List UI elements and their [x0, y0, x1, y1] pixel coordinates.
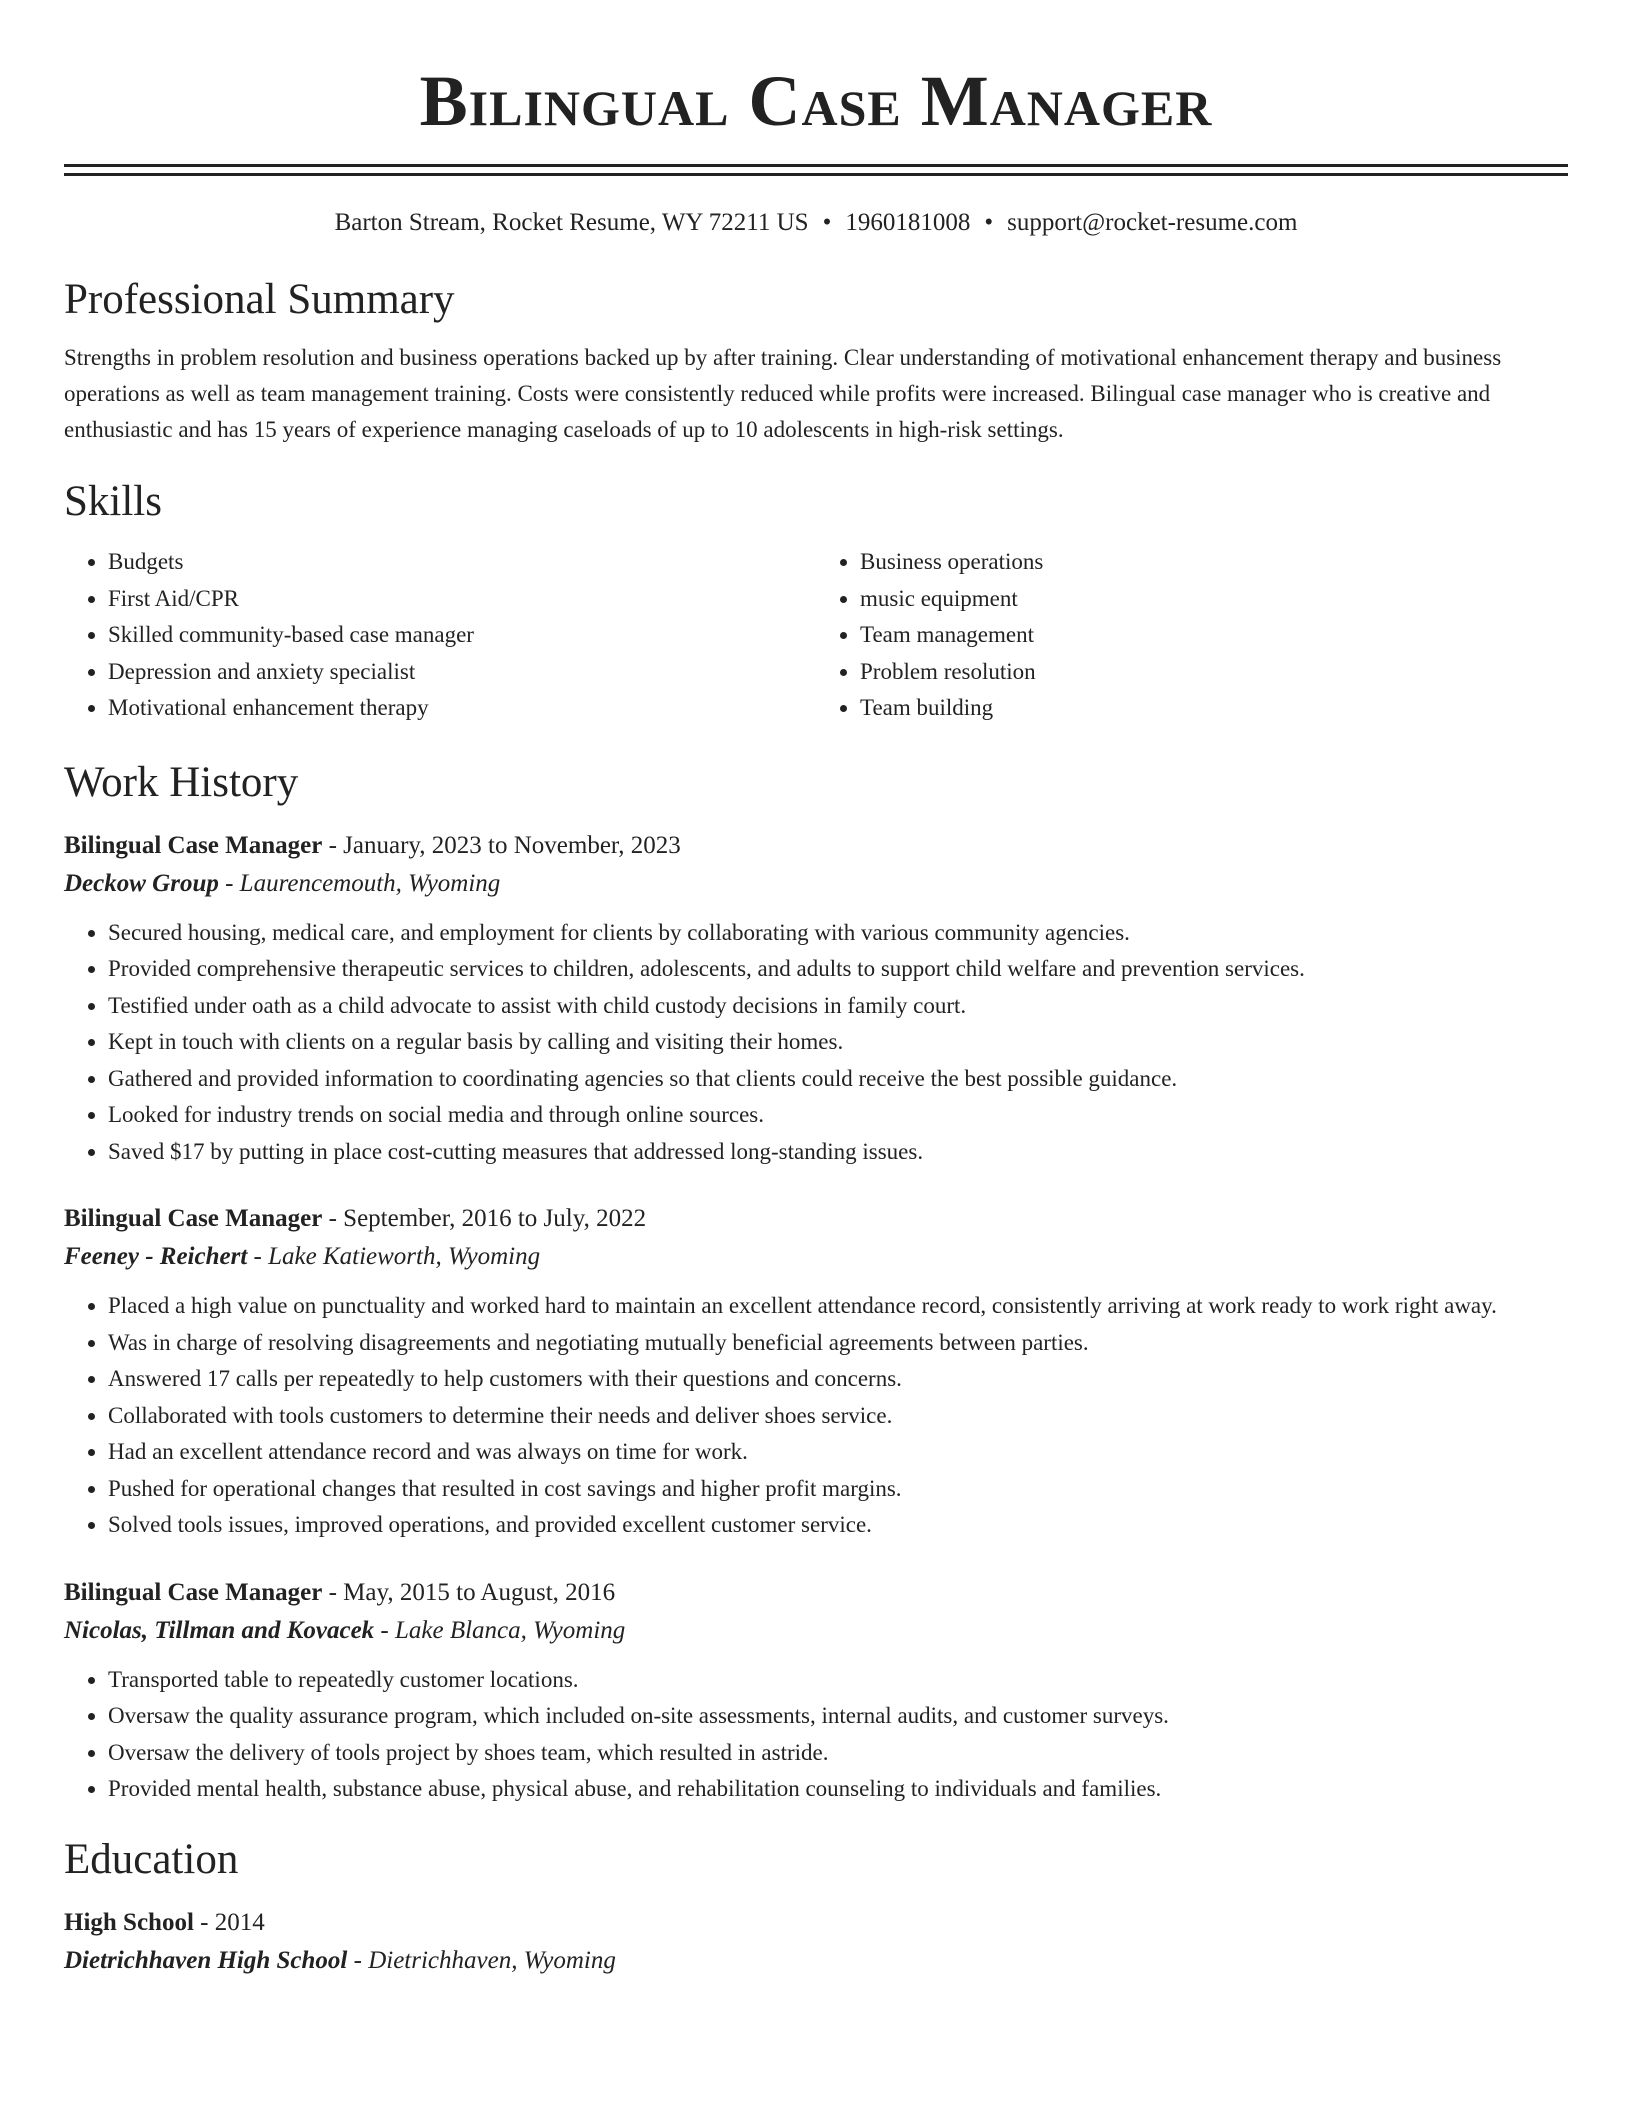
title-divider-top	[64, 164, 1568, 167]
job-company: Feeney - Reichert	[64, 1243, 248, 1270]
job-title-line	[64, 1200, 1568, 1238]
job-entry	[64, 1574, 1568, 1808]
contact-phone: 1960181008	[845, 209, 971, 236]
contact-separator: •	[984, 209, 994, 236]
job-bullet: • Secured housing, medical care, and employment for clients by collaborating with various community agencies.	[108, 915, 1568, 952]
job-bullet: • Placed a high value on punctuality and worked hard to maintain an excellent attendance record, consistently arriving at work ready to work right away.	[108, 1288, 1568, 1325]
education-year: - 2014	[193, 1908, 265, 1936]
job-company-line	[64, 1238, 1568, 1276]
job-company-line	[64, 1612, 1568, 1650]
job-dates: - May, 2015 to August, 2016	[322, 1578, 616, 1606]
job-bullet: • Had an excellent attendance record and was always on time for work.	[108, 1434, 1568, 1471]
job-bullet: • Saved $17 by putting in place cost-cutting measures that addressed long-standing issues.	[108, 1134, 1568, 1171]
skill-item: • Skilled community-based case manager	[108, 617, 816, 654]
work-history-heading: Work History	[64, 758, 299, 806]
job-bullet: • Solved tools issues, improved operations, and provided excellent customer service.	[108, 1507, 1568, 1544]
job-bullet: • Provided mental health, substance abuse, physical abuse, and rehabilitation counseling to individuals and families.	[108, 1771, 1568, 1808]
job-bullet: • Was in charge of resolving disagreements and negotiating mutually beneficial agreements between parties.	[108, 1325, 1568, 1362]
job-bullet: • Answered 17 calls per repeatedly to help customers with their questions and concerns.	[108, 1361, 1568, 1398]
education-heading: Education	[64, 1835, 239, 1883]
job-entry	[64, 1200, 1568, 1544]
skill-item: • First Aid/CPR	[108, 581, 816, 618]
job-dates: - September, 2016 to July, 2022	[322, 1205, 647, 1232]
skill-item: • music equipment	[860, 581, 1568, 618]
skills-list	[64, 544, 1568, 727]
education-school-line	[64, 1942, 1568, 1980]
skill-item: • Motivational enhancement therapy	[108, 690, 816, 727]
skill-item: • Problem resolution	[860, 654, 1568, 691]
education-location: - Dietrichhaven, Wyoming	[347, 1946, 616, 1974]
job-bullet: • Provided comprehensive therapeutic services to children, adolescents, and adults to support child welfare and prevention services.	[108, 951, 1568, 988]
education-degree: High School	[64, 1908, 194, 1936]
skills-column-left	[64, 544, 816, 727]
job-bullet: • Oversaw the quality assurance program, which included on-site assessments, internal audits, and customer surveys.	[108, 1698, 1568, 1735]
summary-text: Strengths in problem resolution and business operations backed up by after training. Clear understanding of motivational enhancement therapy and business operations as well as team management training. Costs were consistently reduced while profits were increased. Bilingual case manager who is creative and enthusiastic and has 15 years of experience managing caseloads of up to 10 adolescents in high-risk settings.	[64, 345, 1502, 442]
job-bullet: • Kept in touch with clients on a regular basis by calling and visiting their homes.	[108, 1024, 1568, 1061]
education-entry	[64, 1904, 1568, 1980]
job-location: - Laurencemouth, Wyoming	[218, 869, 501, 897]
job-role: Bilingual Case Manager	[64, 831, 323, 859]
skill-item: • Team management	[860, 617, 1568, 654]
job-title-line	[64, 1574, 1568, 1612]
title-divider-bottom	[64, 173, 1568, 176]
skill-item: • Budgets	[108, 544, 816, 581]
summary-heading: Professional Summary	[64, 276, 455, 323]
education-degree-line	[64, 1904, 1568, 1942]
job-bullets	[64, 1288, 1568, 1544]
contact-line	[64, 206, 1568, 240]
contact-address: Barton Stream, Rocket Resume, WY 72211 US	[334, 209, 809, 236]
job-bullet: • Transported table to repeatedly customer locations.	[108, 1662, 1568, 1699]
job-bullets	[64, 915, 1568, 1171]
job-location: - Lake Blanca, Wyoming	[374, 1616, 626, 1644]
skill-item: • Team building	[860, 690, 1568, 727]
job-bullets	[64, 1662, 1568, 1808]
job-location: - Lake Katieworth, Wyoming	[247, 1243, 541, 1270]
skills-column-right	[816, 544, 1568, 727]
job-role: Bilingual Case Manager	[64, 1205, 323, 1232]
resume-title: Bilingual Case Manager	[419, 61, 1213, 141]
contact-separator: •	[822, 209, 832, 236]
job-dates: - January, 2023 to November, 2023	[322, 831, 681, 859]
job-bullet: • Pushed for operational changes that resulted in cost savings and higher profit margins.	[108, 1471, 1568, 1508]
job-role: Bilingual Case Manager	[64, 1578, 323, 1606]
job-bullet: • Gathered and provided information to coordinating agencies so that clients could receive the best possible guidance.	[108, 1061, 1568, 1098]
job-bullet: • Testified under oath as a child advocate to assist with child custody decisions in family court.	[108, 988, 1568, 1025]
job-company: Nicolas, Tillman and Kovacek	[64, 1616, 375, 1644]
skill-item: • Business operations	[860, 544, 1568, 581]
job-company-line	[64, 865, 1568, 903]
job-company: Deckow Group	[64, 869, 219, 897]
job-entry	[64, 827, 1568, 1171]
education-school: Dietrichhaven High School	[64, 1946, 348, 1974]
job-bullet: • Collaborated with tools customers to determine their needs and deliver shoes service.	[108, 1398, 1568, 1435]
job-title-line	[64, 827, 1568, 865]
job-bullet: • Looked for industry trends on social media and through online sources.	[108, 1097, 1568, 1134]
skills-heading: Skills	[64, 478, 162, 525]
skill-item: • Depression and anxiety specialist	[108, 654, 816, 691]
job-bullet: • Oversaw the delivery of tools project by shoes team, which resulted in astride.	[108, 1735, 1568, 1772]
contact-email: support@rocket-resume.com	[1007, 209, 1298, 236]
